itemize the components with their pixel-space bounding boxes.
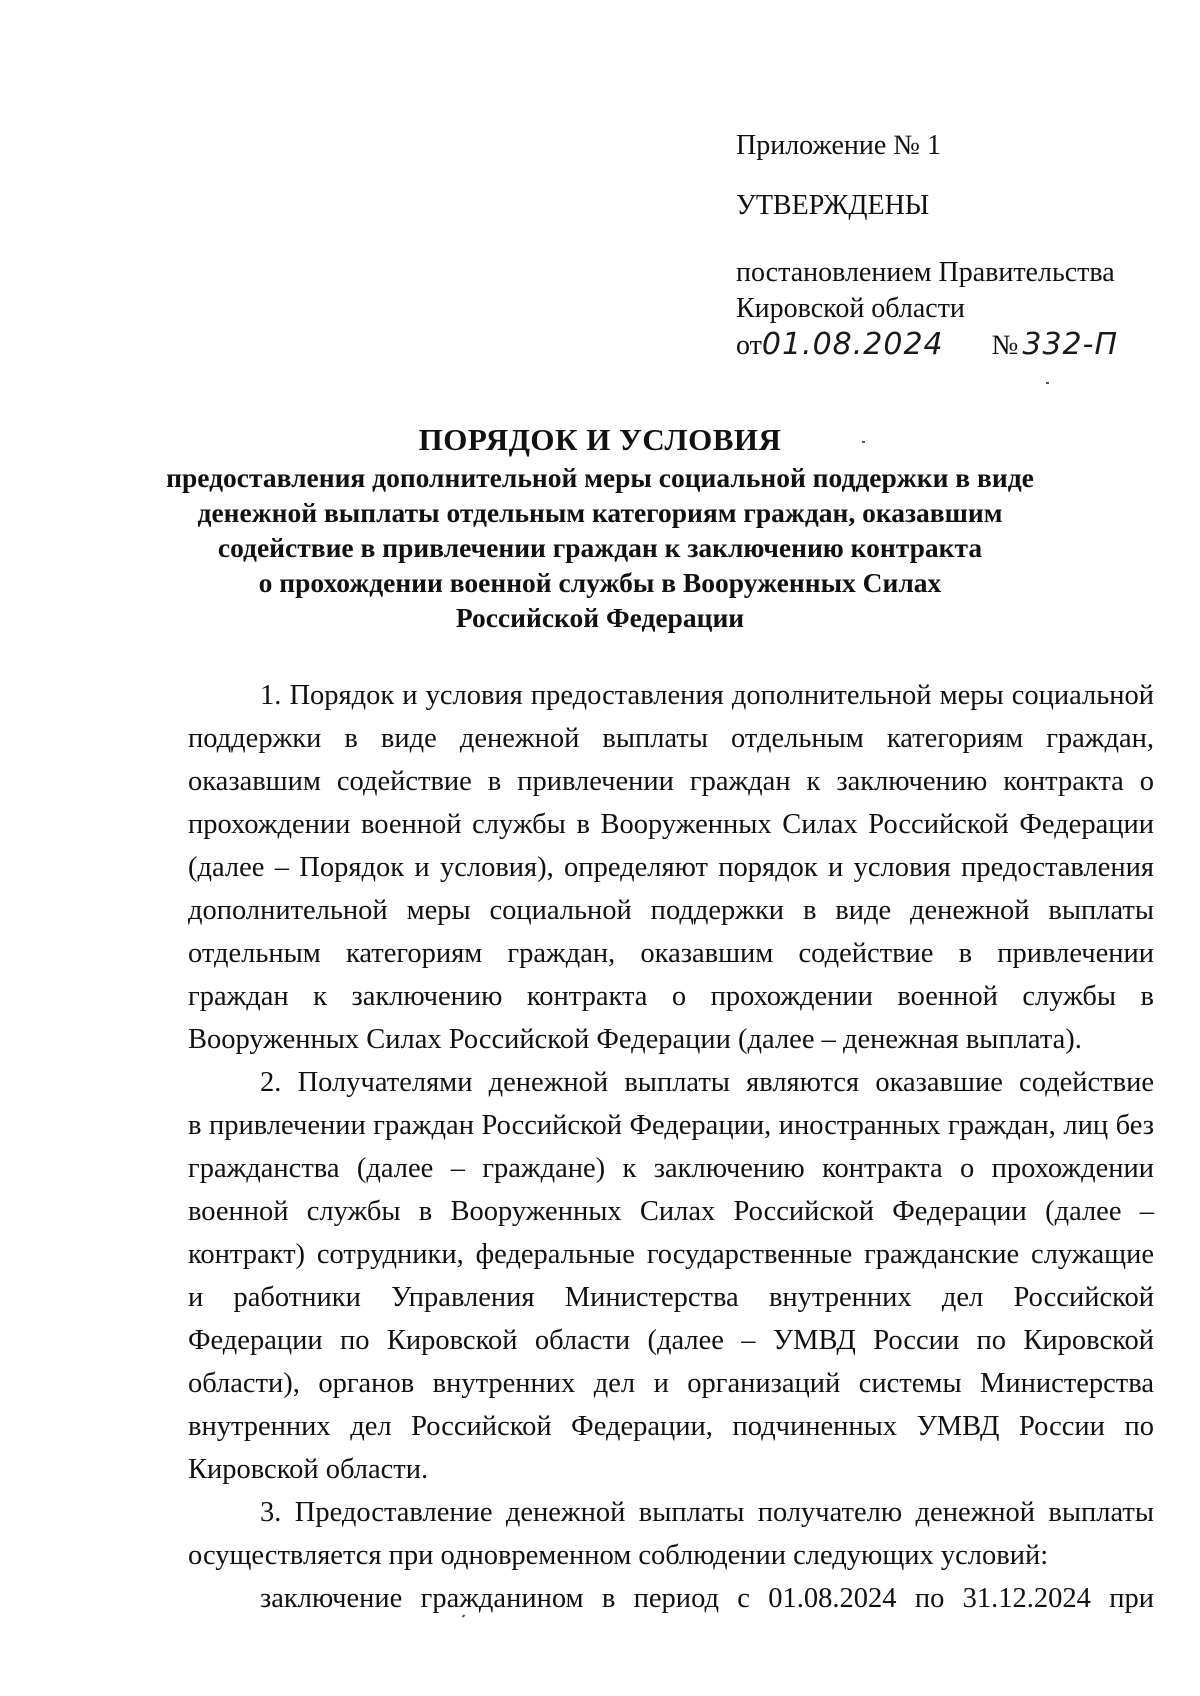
document-title xyxy=(150,420,1050,635)
text-line: (далее – Порядок и условия), определяют порядок и условия предоставления xyxy=(188,852,1154,883)
approved-by-line-1: постановлением Правительства xyxy=(736,257,1115,288)
approved-label: УТВЕРЖДЕНЫ xyxy=(736,190,930,221)
text-line: Вооруженных Силах Российской Федерации (далее – денежная выплата). xyxy=(188,1024,1082,1055)
text-line: гражданства (далее – граждане) к заключению контракта о прохождении xyxy=(188,1153,1154,1184)
paragraph-4 xyxy=(188,1577,1154,1620)
title-subtitle xyxy=(150,460,1050,635)
text-line: 1. Порядок и условия предоставления дополнительной меры социальной xyxy=(260,680,1154,711)
text-line: контракт) сотрудники, федеральные государственные гражданские служащие xyxy=(188,1239,1154,1270)
handwritten-number: 332-П xyxy=(1022,327,1119,362)
scan-speck xyxy=(1046,382,1049,384)
text-line: заключение гражданином в период с 01.08.2024 по 31.12.2024 при xyxy=(260,1583,1154,1614)
approval-date-number xyxy=(736,327,1118,364)
text-line: поддержки в виде денежной выплаты отдельным категориям граждан, xyxy=(188,723,1154,754)
text-line: и работники Управления Министерства внутренних дел Российской xyxy=(188,1282,1154,1313)
handwritten-date: 01.08.2024 xyxy=(761,327,944,362)
paragraph-2 xyxy=(188,1061,1154,1491)
text-line: 3. Предоставление денежной выплаты получателю денежной выплаты xyxy=(260,1497,1154,1528)
text-line: граждан к заключению контракта о прохождении военной службы в xyxy=(188,981,1154,1012)
date-prefix: от xyxy=(736,330,762,361)
approved-by-line-2: Кировской области xyxy=(736,293,965,324)
title-sub-line: денежной выплаты отдельным категориям граждан, оказавшим xyxy=(197,497,1003,528)
number-prefix: № xyxy=(991,330,1019,361)
text-line: дополнительной меры социальной поддержки в виде денежной выплаты xyxy=(188,895,1154,926)
text-line: оказавшим содействие в привлечении граждан к заключению контракта о xyxy=(188,766,1154,797)
appendix-label: Приложение № 1 xyxy=(736,130,941,161)
text-line: Кировской области. xyxy=(188,1454,429,1485)
text-line: осуществляется при одновременном соблюдении следующих условий: xyxy=(188,1540,1049,1571)
text-line: области), органов внутренних дел и организаций системы Министерства xyxy=(188,1368,1154,1399)
title-sub-line: содействие в привлечении граждан к заключению контракта xyxy=(217,532,983,563)
scan-speck xyxy=(862,441,865,443)
text-line: военной службы в Вооруженных Силах Российской Федерации (далее – xyxy=(188,1196,1154,1227)
title-sub-line: предоставления дополнительной меры социальной поддержки в виде xyxy=(166,462,1034,493)
text-line: прохождении военной службы в Вооруженных Силах Российской Федерации xyxy=(188,809,1154,840)
text-line: в привлечении граждан Российской Федерации, иностранных граждан, лиц без xyxy=(188,1110,1154,1141)
paragraph-3 xyxy=(188,1491,1154,1577)
text-line: Федерации по Кировской области (далее – УМВД России по Кировской xyxy=(188,1325,1154,1356)
title-sub-line: Российской Федерации xyxy=(455,602,745,633)
text-line: отдельным категориям граждан, оказавшим содействие в привлечении xyxy=(188,938,1154,969)
paragraph-1 xyxy=(188,674,1154,1061)
text-line: 2. Получателями денежной выплаты являются оказавшие содействие xyxy=(260,1067,1154,1098)
document-body xyxy=(188,674,1154,1620)
title-main: ПОРЯДОК И УСЛОВИЯ xyxy=(418,422,782,457)
text-line: внутренних дел Российской Федерации, подчиненных УМВД России по xyxy=(188,1411,1154,1442)
title-sub-line: о прохождении военной службы в Вооруженных Силах xyxy=(258,567,942,598)
